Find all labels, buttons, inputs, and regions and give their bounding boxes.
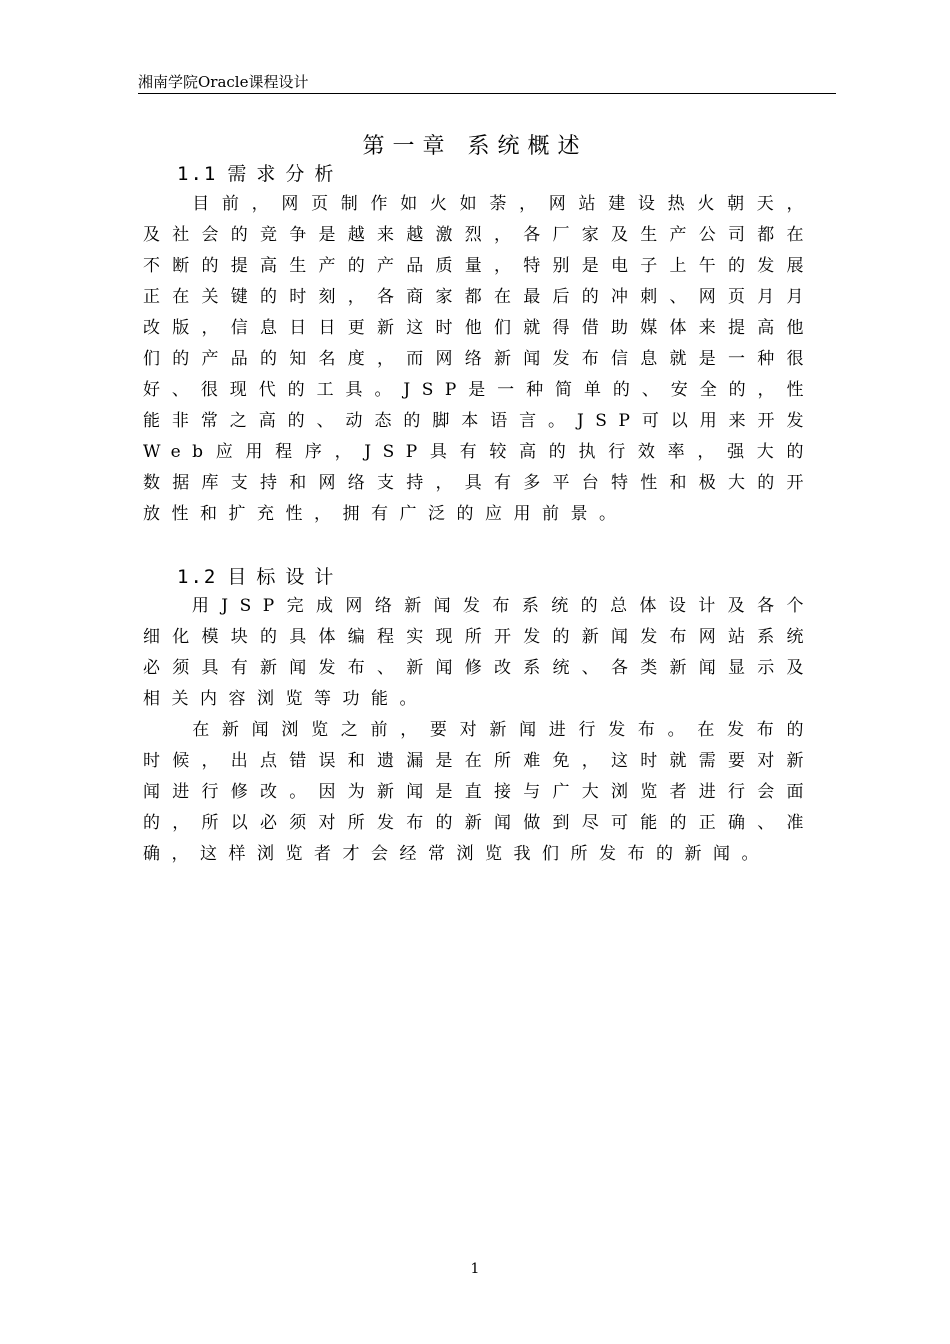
section-title: 目标设计 (227, 566, 344, 588)
chapter-title: 第一章 系统概述 (362, 134, 588, 159)
section-number: 1.1 (177, 163, 218, 185)
section-heading-1-1 (177, 162, 343, 186)
header-divider (138, 93, 836, 94)
paragraph-text: 用JSP完成网络新闻发布系统的总体设计及各个细化模块的具体编程实现所开发的新闻发布网站系统必须具有新闻发布、新闻修改系统、各类新闻显示及相关内容浏览等功能。 (143, 596, 815, 709)
page-header: 湘南学院Oracle课程设计 (138, 73, 309, 91)
section-1-1-paragraph-1 (143, 189, 815, 530)
page-number: 1 (470, 1261, 480, 1277)
section-title: 需求分析 (227, 163, 344, 185)
section-heading-1-2 (177, 565, 343, 589)
section-1-2-paragraph-1 (143, 591, 815, 715)
section-1-2-paragraph-2 (143, 715, 815, 870)
paragraph-text: 在新闻浏览之前，要对新闻进行发布。在发布的时候，出点错误和遗漏是在所难免，这时就需要对新闻进行修改。因为新闻是直接与广大浏览者进行会面的，所以必须对所发布的新闻做到尽可能的正确、准确，这样浏览者才会经常浏览我们所发布的新闻。 (143, 720, 815, 864)
section-number: 1.2 (177, 566, 218, 588)
paragraph-text: 目前，网页制作如火如荼，网站建设热火朝天，及社会的竞争是越来越激烈，各厂家及生产公司都在不断的提高生产的产品质量，特别是电子上午的发展正在关键的时刻，各商家都在最后的冲刺、网页月月改版，信息日日更新这时他们就得借助媒体来提高他们的产品的知名度，而网络新闻发布信息就是一种很好、很现代的工具。JSP是一种简单的、安全的，性能非常之高的、动态的脚本语言。JSP可以用来开发Web应用程序，JSP具有较高的执行效率，强大的数据库支持和网络支持，具有多平台特性和极大的开放性和扩充性，拥有广泛的应用前景。 (143, 194, 815, 524)
